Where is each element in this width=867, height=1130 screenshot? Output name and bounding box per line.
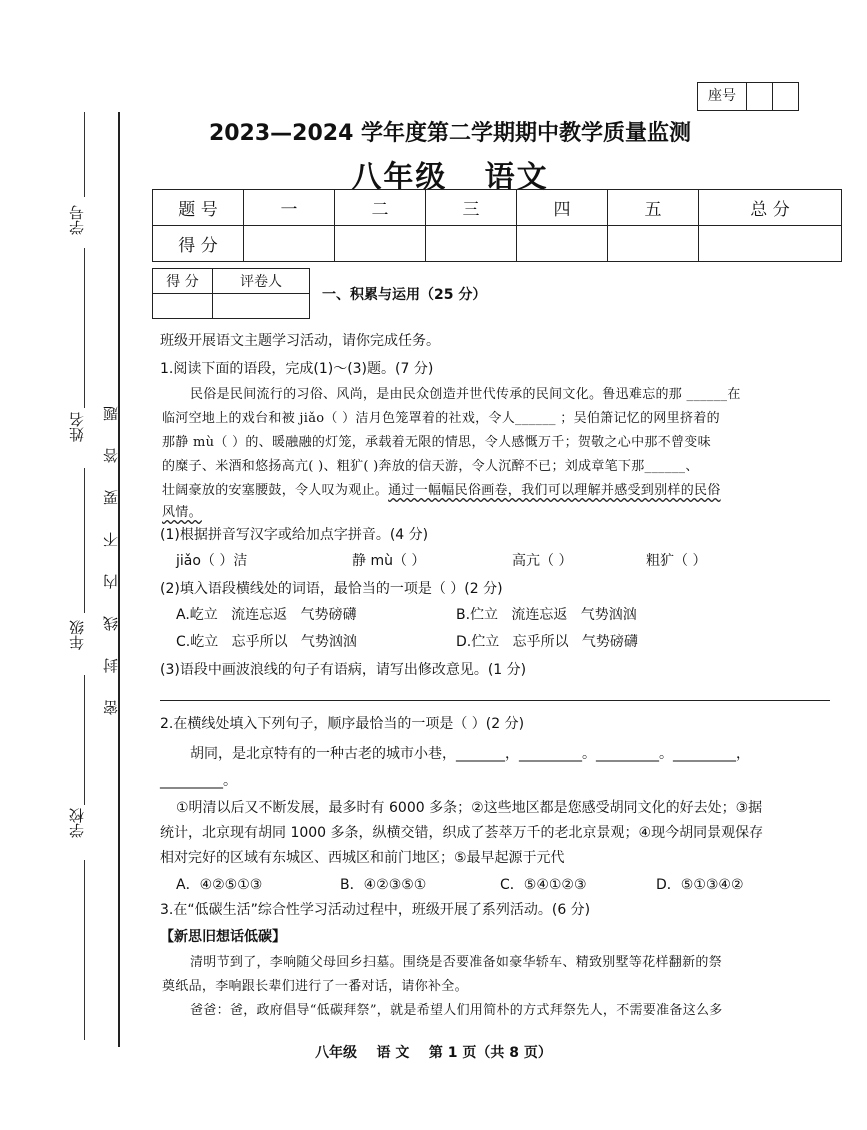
- q3-stem: 3.在“低碳生活”综合性学习活动过程中，班级开展了系列活动。(6 分): [160, 902, 591, 918]
- q2-line-2: _________。: [160, 773, 237, 789]
- seal-char-4: 不: [102, 532, 120, 547]
- q1-sub2-option-a[interactable]: A.屹立 流连忘返 气势磅礴: [176, 607, 357, 623]
- grader-score-cell[interactable]: [153, 294, 213, 319]
- seal-char-5: 内: [102, 574, 120, 589]
- q2-line-1: 胡同，是北京特有的一种古老的城市小巷，_______，_________。_________。_________，: [190, 746, 750, 762]
- score-table-score-row: [153, 226, 842, 262]
- grade-line: [84, 468, 85, 613]
- name-line: [84, 248, 85, 408]
- score-header-cell: 五: [608, 190, 699, 226]
- score-header-cell: 题 号: [153, 190, 244, 226]
- q3-paragraph-3: 爸爸：爸，政府倡导“低碳拜祭”，就是希望人们用简朴的方式拜祭先人，不需要准备这么多: [190, 1003, 723, 1018]
- score-cell[interactable]: [699, 226, 842, 262]
- q1-sub1-item: jiǎo（ ）洁: [176, 553, 248, 569]
- school-label: 学校: [68, 808, 86, 838]
- score-cell[interactable]: [335, 226, 426, 262]
- q2-option-c[interactable]: C．⑤④①②③: [500, 877, 587, 893]
- q2-option-d[interactable]: D．⑤①③④②: [656, 877, 744, 893]
- score-table-header-row: [153, 190, 842, 226]
- q1-passage-line-3: 那静 mù（ ）的、暖融融的灯笼，承载着无限的情思，令人感慨万千；贺敬之心中那不曾变味: [162, 435, 711, 450]
- score-header-cell: 三: [426, 190, 517, 226]
- score-cell[interactable]: [517, 226, 608, 262]
- q1-passage-line-1: 民俗是民间流行的习俗、风尚，是由民众创造并世代传承的民间文化。鲁迅难忘的那 ______在: [190, 387, 741, 402]
- score-header-cell: 一: [244, 190, 335, 226]
- q2-option-a[interactable]: A．④②⑤①③: [176, 877, 263, 893]
- school-line: [84, 675, 85, 805]
- seat-number-box: [697, 82, 799, 111]
- name-label: 姓名: [68, 412, 86, 442]
- school-line-lower: [84, 860, 85, 1040]
- seat-number-cell-1[interactable]: [747, 83, 773, 110]
- q2-sentence-2: 统计，北京现有胡同 1000 多条，纵横交错，织成了荟萃万千的老北京景观；④现今胡同景观保存: [160, 825, 764, 841]
- q1-passage-line-6: [162, 501, 202, 520]
- q1-sub1-item: 静 mù（ ）: [352, 553, 426, 569]
- q1-passage-line-2: 临河空地上的戏台和被 jiǎo（ ）洁月色笼罩着的社戏，令人______ ；吴伯箫记忆的网里挤着的: [162, 411, 720, 426]
- score-header-cell: 二: [335, 190, 426, 226]
- seal-char-7: 封: [102, 658, 120, 673]
- seat-number-label: 座号: [698, 83, 747, 110]
- student-id-label: 学号: [68, 205, 86, 235]
- score-header-cell: 四: [517, 190, 608, 226]
- seal-char-3: 要: [102, 490, 120, 505]
- q3-paragraph-2: 奠纸品，李响跟长辈们进行了一番对话，请你补全。: [162, 979, 468, 994]
- wavy-sentence-end: 风情。: [162, 505, 202, 520]
- q1-sub1: (1)根据拼音写汉字或给加点字拼音。(4 分): [160, 527, 429, 543]
- q1-sub2-option-b[interactable]: B.伫立 流连忘返 气势汹汹: [456, 607, 637, 623]
- q2-sentence-1: ①明清以后又不断发展，最多时有 6000 多条；②这些地区都是您感受胡同文化的好去处；③据: [176, 800, 763, 816]
- grade-label: 年级: [68, 620, 86, 650]
- answer-line[interactable]: [160, 700, 830, 701]
- score-row-label: 得 分: [153, 226, 244, 262]
- q1-sub2-option-d[interactable]: D.伫立 忘乎所以 气势磅礴: [456, 634, 638, 650]
- intro-text: 班级开展语文主题学习活动，请你完成任务。: [160, 333, 440, 349]
- seal-char-6: 线: [102, 616, 120, 631]
- grader-table: [152, 268, 310, 319]
- grader-name-header: 评卷人: [213, 269, 310, 294]
- score-cell[interactable]: [426, 226, 517, 262]
- seat-number-cell-2[interactable]: [773, 83, 798, 110]
- q1-passage-text: 壮阔豪放的安塞腰鼓，令人叹为观止。: [162, 483, 389, 498]
- q1-sub1-item: 粗犷（ ）: [646, 553, 707, 569]
- q2-stem: 2.在横线处填入下列句子，顺序最恰当的一项是（ ）(2 分): [160, 716, 525, 732]
- exam-title: 2023—2024 学年度第二学期期中教学质量监测: [208, 121, 692, 146]
- q1-passage-line-4: 的糜子、米酒和悠扬高亢( )、粗犷( )奔放的信天游，令人沉醉不已；刘成章笔下那______、: [162, 459, 699, 474]
- q2-option-b[interactable]: B．④②③⑤①: [340, 877, 427, 893]
- score-cell[interactable]: [244, 226, 335, 262]
- grader-name-cell[interactable]: [213, 294, 310, 319]
- seal-char-1: 题: [102, 406, 120, 421]
- q1-sub3: (3)语段中画波浪线的句子有语病，请写出修改意见。(1 分): [160, 662, 527, 678]
- student-id-line: [84, 112, 85, 197]
- q3-box-title: 【新思旧想话低碳】: [160, 929, 286, 945]
- section-1-title: 一、积累与运用（25 分）: [322, 287, 487, 303]
- seal-char-8: 密: [102, 700, 120, 715]
- exam-subtitle: 八年级 语文: [351, 160, 549, 195]
- q1-stem: 1.阅读下面的语段，完成(1)～(3)题。(7 分): [160, 361, 434, 377]
- score-table: [152, 189, 842, 262]
- grader-score-header: 得 分: [153, 269, 213, 294]
- seal-char-2: 答: [102, 448, 120, 463]
- q1-sub2: (2)填入语段横线处的词语，最恰当的一项是（ ）(2 分): [160, 581, 503, 597]
- q2-sentence-3: 相对完好的区域有东城区、西城区和前门地区；⑤最早起源于元代: [160, 850, 565, 866]
- q1-sub1-item: 高亢（ ）: [512, 553, 573, 569]
- q1-passage-line-5: [162, 479, 721, 498]
- q3-paragraph-1: 清明节到了，李响随父母回乡扫墓。围绕是否要准备如豪华轿车、精致别墅等花样翻新的祭: [190, 955, 723, 970]
- score-header-cell: 总 分: [699, 190, 842, 226]
- score-cell[interactable]: [608, 226, 699, 262]
- page-footer: 八年级 语 文 第 1 页（共 8 页）: [315, 1045, 552, 1061]
- wavy-sentence: 通过一幅幅民俗画卷，我们可以理解并感受到别样的民俗: [388, 483, 721, 498]
- q1-sub2-option-c[interactable]: C.屹立 忘乎所以 气势汹汹: [176, 634, 357, 650]
